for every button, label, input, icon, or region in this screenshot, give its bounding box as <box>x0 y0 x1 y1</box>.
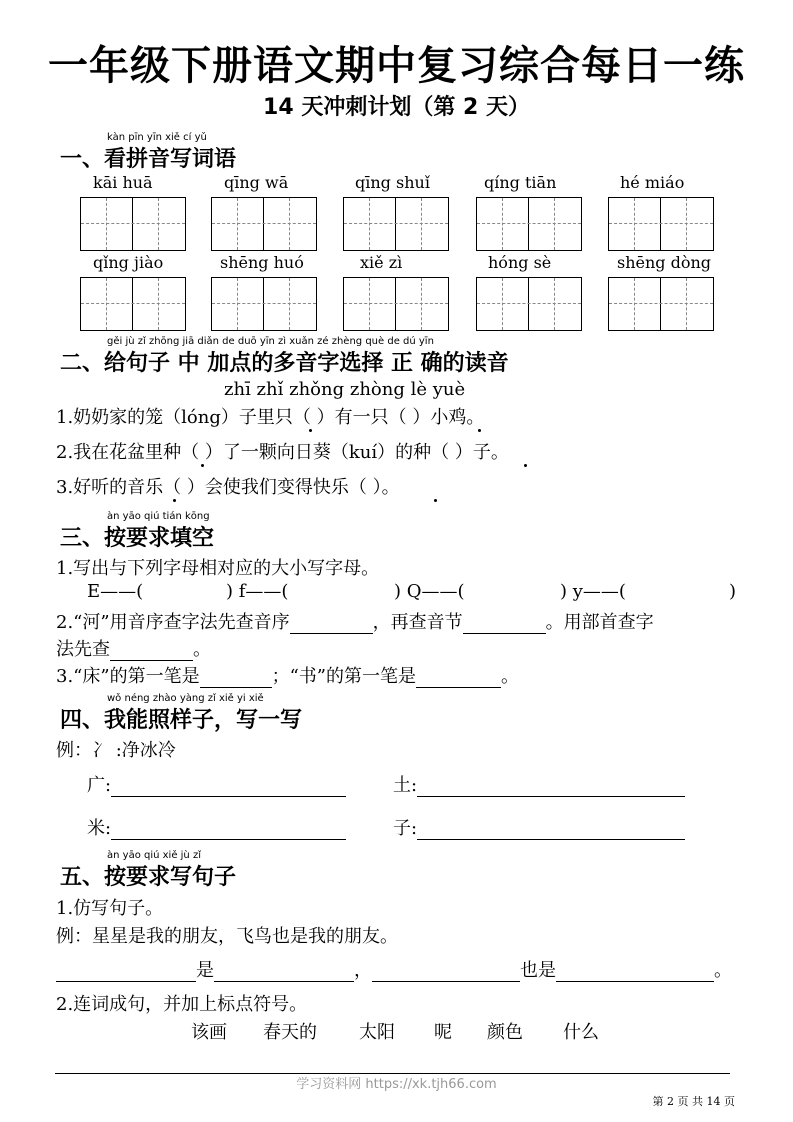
connector-text: ， <box>354 960 372 981</box>
emphasis-dot <box>524 464 527 467</box>
question-line: 3.好听的音乐（ ）会使我们变得快乐（ ）。 <box>56 477 400 498</box>
section3-heading: 三、按要求填空 <box>60 526 215 551</box>
pinyin-label: xiě zì <box>360 253 403 272</box>
answer-blank[interactable] <box>111 778 346 797</box>
writing-grid[interactable] <box>80 197 186 251</box>
answer-blank[interactable] <box>111 821 346 840</box>
answer-blank[interactable] <box>372 963 520 982</box>
section5-pinyin: àn yāo qiú xiě jù zǐ <box>107 850 201 861</box>
writing-grid[interactable] <box>211 277 317 331</box>
radical-item <box>393 814 685 840</box>
answer-blank[interactable] <box>56 963 196 982</box>
question-line: 1.写出与下列字母相对应的大小写字母。 <box>56 558 380 579</box>
emphasis-dot <box>173 499 176 502</box>
writing-grid[interactable] <box>476 197 582 251</box>
writing-grid[interactable] <box>476 277 582 331</box>
writing-grid[interactable] <box>608 197 714 251</box>
pinyin-label: qǐng jiào <box>93 253 164 272</box>
section2-heading: 二、给句子 中 加点的多音字选择 正 确的读音 <box>60 351 509 376</box>
radical-item <box>87 771 346 797</box>
pinyin-label: shēng huó <box>220 253 304 272</box>
answer-blank[interactable] <box>463 615 546 634</box>
example-line: 例：星星是我的朋友，飞鸟也是我的朋友。 <box>56 926 398 947</box>
pinyin-label: hé miáo <box>620 173 685 192</box>
pinyin-label: qīng shuǐ <box>355 173 430 192</box>
word-chip: 太阳 <box>359 1022 395 1043</box>
question-line: 1.仿写句子。 <box>56 898 164 919</box>
radical-label: 土: <box>393 775 418 796</box>
answer-blank[interactable] <box>556 963 714 982</box>
question-line: 2.连词成句，并加上标点符号。 <box>56 994 308 1015</box>
question-text: 。 <box>193 639 211 660</box>
radical-item <box>393 771 685 797</box>
pronunciation-options: zhī zhǐ zhǒng zhòng lè yuè <box>224 379 466 400</box>
radical-label: 子: <box>393 818 418 839</box>
footer-watermark: 学习资料网 https://xk.tjh66.com <box>296 1077 497 1092</box>
section3-pinyin: àn yāo qiú tián kōng <box>107 511 210 522</box>
answer-blank[interactable] <box>290 615 373 634</box>
section4-heading: 四、我能照样子，写一写 <box>60 708 303 733</box>
letter-item: ) <box>729 581 737 602</box>
answer-blank[interactable] <box>200 669 272 688</box>
section4-pinyin: wǒ néng zhào yàng zǐ xiě yi xiě <box>107 693 264 704</box>
page-number: 第 2 页 共 14 页 <box>652 1095 735 1108</box>
answer-blank[interactable] <box>417 778 685 797</box>
pinyin-label: kāi huā <box>93 173 153 192</box>
question-text: 法先查 <box>56 639 110 660</box>
writing-grid[interactable] <box>80 277 186 331</box>
answer-blank[interactable] <box>416 669 501 688</box>
word-chip: 颜色 <box>487 1022 523 1043</box>
pinyin-label: qíng tiān <box>484 173 557 192</box>
section1-heading: 一、看拼音写词语 <box>60 147 237 172</box>
example-line: 例：冫 :净冰冷 <box>56 740 176 761</box>
answer-blank[interactable] <box>110 642 193 661</box>
letter-item: ) f——( <box>226 581 289 602</box>
word-chip: 春天的 <box>263 1022 317 1043</box>
pinyin-label: shēng dòng <box>617 253 712 272</box>
radical-item <box>87 814 346 840</box>
connector-text: 也是 <box>520 960 556 981</box>
emphasis-dot <box>478 429 481 432</box>
answer-blank[interactable] <box>417 821 685 840</box>
section5-heading: 五、按要求写句子 <box>60 865 237 890</box>
word-chip: 该画 <box>191 1022 227 1043</box>
connector-text: 。 <box>714 960 732 981</box>
pinyin-label: qīng wā <box>224 173 289 192</box>
radical-label: 米: <box>87 818 112 839</box>
question-line <box>56 635 211 661</box>
question-text: 3.“床”的第一笔是 <box>56 666 200 687</box>
pinyin-label: hóng sè <box>488 253 552 272</box>
connector-text: 是 <box>196 960 214 981</box>
page-title: 一年级下册语文期中复习综合每日一练 <box>48 43 745 89</box>
section2-pinyin: gěi jù zǐ zhōng jiā diǎn de duō yīn zì xuǎn zé zhèng què de dú yīn <box>107 336 434 347</box>
writing-grid[interactable] <box>343 277 449 331</box>
writing-grid[interactable] <box>608 277 714 331</box>
question-line: 2.我在花盆里种（ ）了一颗向日葵（kuí）的种（ ）子。 <box>56 442 509 463</box>
word-chip: 什么 <box>563 1022 599 1043</box>
question-text: ，再查音节 <box>372 612 463 633</box>
question-text: ；“书”的第一笔是 <box>271 666 416 687</box>
question-line <box>56 662 519 688</box>
question-text: 。用部首查字 <box>545 612 654 633</box>
writing-grid[interactable] <box>343 197 449 251</box>
letter-item: ) Q——( <box>394 581 465 602</box>
question-line: 1.奶奶家的笼（lóng）子里只（ ）有一只（ ）小鸡。 <box>56 407 485 428</box>
question-line <box>56 608 654 634</box>
word-chip: 呢 <box>434 1022 452 1043</box>
emphasis-dot <box>434 499 437 502</box>
answer-blank[interactable] <box>214 963 354 982</box>
letter-item: ) y——( <box>560 581 626 602</box>
question-text: 。 <box>500 666 519 687</box>
writing-grid[interactable] <box>211 197 317 251</box>
sentence-imitation-line <box>56 956 732 982</box>
page-subtitle: 14 天冲刺计划（第 2 天） <box>263 95 530 120</box>
question-text: 2.“河”用音序查字法先查音序 <box>56 612 290 633</box>
emphasis-dot <box>309 429 312 432</box>
section1-pinyin: kàn pīn yīn xiě cí yǔ <box>107 132 207 143</box>
emphasis-dot <box>201 464 204 467</box>
letter-item: E——( <box>87 581 144 602</box>
radical-label: 广: <box>87 775 112 796</box>
